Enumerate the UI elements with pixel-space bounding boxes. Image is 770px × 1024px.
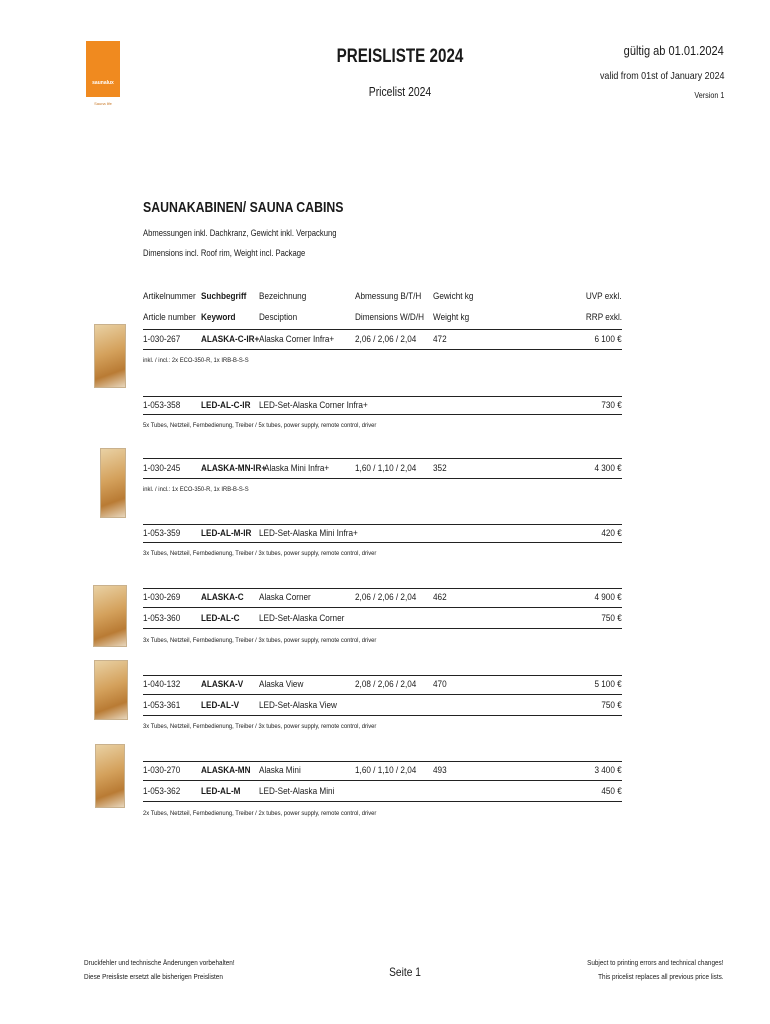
section-note-de: Abmessungen inkl. Dachkranz, Gewicht inkl. Verpackung [143, 228, 337, 238]
row-keyword: LED-AL-M-IR [201, 528, 252, 539]
col-header-article-de: Artikelnummer [143, 291, 196, 302]
row-dims: 2,06 / 2,06 / 2,04 [355, 592, 417, 603]
row-article: 1-053-361 [143, 700, 181, 711]
row-divider [143, 396, 622, 397]
row-article: 1-053-358 [143, 400, 181, 411]
row-article: 1-030-267 [143, 334, 181, 345]
row-divider [143, 715, 622, 716]
product-image-alaska-corner [93, 585, 127, 647]
valid-from-de: gültig ab 01.01.2024 [623, 43, 724, 58]
col-header-dims-en: Dimensions W/D/H [355, 312, 425, 323]
row-keyword: ALASKA-MN [201, 765, 251, 776]
product-image-alaska-mini [95, 744, 125, 808]
page-subtitle: Pricelist 2024 [368, 84, 432, 99]
row-weight: 472 [433, 334, 447, 345]
row-article: 1-040-132 [143, 679, 181, 690]
row-divider [143, 801, 622, 802]
row-note: inkl. / incl.: 2x ECO-350-R, 1x IRB-B-S-S [143, 357, 249, 364]
row-dims: 2,08 / 2,06 / 2,04 [355, 679, 417, 690]
row-note: 3x Tubes, Netzteil, Fernbedienung, Treiber / 3x tubes, power supply, remote control, driver [143, 637, 377, 644]
row-divider [143, 414, 622, 415]
row-price: 4 900 € [594, 592, 622, 603]
row-name: LED-Set-Alaska Mini [259, 786, 335, 797]
row-divider [143, 329, 622, 330]
row-keyword: ALASKA-C [201, 592, 244, 603]
row-name: Alaska Mini Infra+ [264, 463, 330, 474]
footer-replaces-de: Diese Preisliste ersetzt alle bisherigen Preislisten [84, 972, 223, 981]
row-keyword: LED-AL-C-IR [201, 400, 251, 411]
brand-logo [86, 41, 120, 97]
footer-disclaimer-de: Druckfehler und technische Änderungen vorbehalten! [84, 958, 235, 967]
row-note: 3x Tubes, Netzteil, Fernbedienung, Treiber / 3x tubes, power supply, remote control, driver [143, 550, 377, 557]
row-name: Alaska View [259, 679, 304, 690]
product-image-alaska-corner-infra [94, 324, 126, 388]
col-header-keyword-de: Suchbegriff [201, 291, 247, 302]
row-note: 2x Tubes, Netzteil, Fernbedienung, Treiber / 2x tubes, power supply, remote control, driver [143, 810, 377, 817]
row-keyword: LED-AL-C [201, 613, 240, 624]
col-header-weight-de: Gewicht kg [433, 291, 474, 302]
row-name: LED-Set-Alaska Corner [259, 613, 345, 624]
brand-logo-text: saunalux [92, 80, 114, 86]
row-divider [143, 588, 622, 589]
page-title: PREISLISTE 2024 [336, 46, 464, 67]
row-weight: 493 [433, 765, 447, 776]
col-header-name-de: Bezeichnung [259, 291, 307, 302]
row-article: 1-030-245 [143, 463, 181, 474]
col-header-article-en: Article number [143, 312, 196, 323]
row-divider [143, 524, 622, 525]
row-divider [143, 694, 622, 695]
row-price: 3 400 € [594, 765, 622, 776]
row-price: 4 300 € [594, 463, 622, 474]
row-weight: 352 [433, 463, 447, 474]
row-divider [143, 607, 622, 608]
row-divider [143, 628, 622, 629]
row-keyword: LED-AL-M [201, 786, 241, 797]
product-image-alaska-view [94, 660, 128, 720]
row-article: 1-053-360 [143, 613, 181, 624]
section-title: SAUNAKABINEN/ SAUNA CABINS [143, 199, 344, 216]
row-keyword: ALASKA-V [201, 679, 244, 690]
row-weight: 462 [433, 592, 447, 603]
col-header-price-en: RRP exkl. [585, 312, 622, 323]
row-weight: 470 [433, 679, 447, 690]
row-dims: 2,06 / 2,06 / 2,04 [355, 334, 417, 345]
row-name: Alaska Corner Infra+ [259, 334, 335, 345]
col-header-dims-de: Abmessung B/T/H [355, 291, 422, 302]
row-dims: 1,60 / 1,10 / 2,04 [355, 765, 417, 776]
row-price: 450 € [601, 786, 622, 797]
row-price: 750 € [601, 613, 622, 624]
row-keyword: ALASKA-MN-IR+ [201, 463, 267, 474]
row-divider [143, 542, 622, 543]
row-name: LED-Set-Alaska View [259, 700, 337, 711]
col-header-price-de: UVP exkl. [586, 291, 622, 302]
row-divider [143, 761, 622, 762]
row-name: LED-Set-Alaska Mini Infra+ [259, 528, 358, 539]
row-divider [143, 478, 622, 479]
row-divider [143, 458, 622, 459]
row-note: inkl. / incl.: 1x ECO-350-R, 1x IRB-B-S-S [143, 486, 249, 493]
col-header-keyword-en: Keyword [201, 312, 236, 323]
version-label: Version 1 [693, 91, 724, 100]
valid-from-en: valid from 01st of January 2024 [599, 70, 724, 82]
row-note: 3x Tubes, Netzteil, Fernbedienung, Treiber / 3x tubes, power supply, remote control, driver [143, 723, 377, 730]
footer-disclaimer-en: Subject to printing errors and technical changes! [587, 958, 724, 967]
row-price: 6 100 € [594, 334, 622, 345]
section-note-en: Dimensions incl. Roof rim, Weight incl. Package [143, 248, 306, 258]
row-article: 1-030-270 [143, 765, 181, 776]
row-divider [143, 349, 622, 350]
row-price: 730 € [601, 400, 622, 411]
page-number: Seite 1 [389, 965, 421, 979]
footer-replaces-en: This pricelist replaces all previous price lists. [598, 972, 724, 981]
row-name: Alaska Mini [259, 765, 301, 776]
row-article: 1-053-359 [143, 528, 181, 539]
row-article: 1-053-362 [143, 786, 181, 797]
row-keyword: ALASKA-C-IR+ [201, 334, 260, 345]
col-header-name-en: Desciption [259, 312, 298, 323]
row-price: 750 € [601, 700, 622, 711]
row-name: Alaska Corner [259, 592, 311, 603]
row-article: 1-030-269 [143, 592, 181, 603]
product-image-alaska-mini-infra [100, 448, 126, 518]
col-header-weight-en: Weight kg [433, 312, 470, 323]
brand-logo-tagline: Sauna life [94, 101, 112, 106]
row-price: 5 100 € [594, 679, 622, 690]
row-keyword: LED-AL-V [201, 700, 240, 711]
row-name: LED-Set-Alaska Corner Infra+ [259, 400, 368, 411]
row-price: 420 € [601, 528, 622, 539]
row-divider [143, 780, 622, 781]
row-divider [143, 675, 622, 676]
row-dims: 1,60 / 1,10 / 2,04 [355, 463, 417, 474]
row-note: 5x Tubes, Netzteil, Fernbedienung, Treiber / 5x tubes, power supply, remote control, driver [143, 422, 377, 429]
